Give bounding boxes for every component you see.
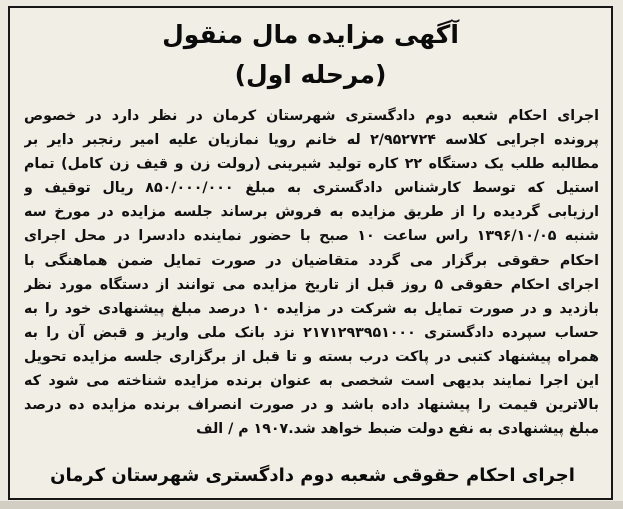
- body-line: حساب سپرده دادگستری ۲۱۷۱۲۹۳۹۵۱۰۰۰ نزد بانک ملی واریز و قبض آن را به: [24, 324, 599, 341]
- body-line: احکام حقوقی برگزار می گردد متقاضیان در صورت تمایل ضمن هماهنگی با: [24, 252, 599, 269]
- body-line: اجرای احکام حقوقی ۵ روز قبل از تاریخ مزایده می توانند از دستگاه مورد نظر: [24, 276, 599, 293]
- notice-stage: (مرحله اول): [234, 60, 387, 89]
- body-line: اجرای احکام شعبه دوم دادگستری شهرستان کرمان در نظر دارد در خصوص: [24, 108, 599, 124]
- body-line: این اجرا نمایند بدیهی است شخصی به عنوان برنده مزایده شناخته می شود که: [24, 373, 599, 390]
- notice-frame: [8, 6, 613, 500]
- body-line-last: مبلغ پیشنهادی به نفع دولت ضبط خواهد شد.۱۹۰۷ م / الف: [196, 421, 599, 438]
- notice-body: [24, 104, 599, 441]
- body-line: ارزیابی گردیده را از طریق مزایده به فروش برساند جلسه مزایده در مورخ سه: [24, 204, 599, 221]
- body-line: بازدید و در صورت تمایل به شرکت در مزایده ۱۰ درصد مبلغ پیشنهادی خود را به: [24, 300, 599, 317]
- notice-signature: اجرای احکام حقوقی شعبه دوم دادگستری شهرستان کرمان: [50, 465, 575, 486]
- body-line: مطالبه طلب یک دستگاه ۲۲ کاره تولید شیرینی (رولت زن و قیف زن کامل) تمام: [24, 156, 599, 173]
- body-line: شنبه ۱۳۹۶/۱۰/۰۵ راس ساعت ۱۰ صبح با حضور نماینده دادسرا در محل اجرای: [24, 228, 599, 245]
- next-clipping-edge: [0, 501, 623, 509]
- notice-title: آگهی مزایده مال منقول: [162, 20, 459, 49]
- body-line: استیل که توسط کارشناس دادگستری به مبلغ ۸۵۰/۰۰۰/۰۰۰ ریال توقیف و: [24, 180, 599, 197]
- body-line: همراه پیشنهاد کتبی در پاکت درب بسته و تا قبل از برگزاری جلسه مزایده تحویل: [24, 348, 599, 365]
- body-line: پرونده اجرایی کلاسه ۲/۹۵۲۷۲۴ له خانم رویا نمازیان علیه امیر رنجبر دایر بر: [24, 132, 599, 149]
- body-line: بالاترین قیمت را پیشنهاد داده باشد و در صورت انصراف برنده مزایده ده درصد: [24, 397, 599, 414]
